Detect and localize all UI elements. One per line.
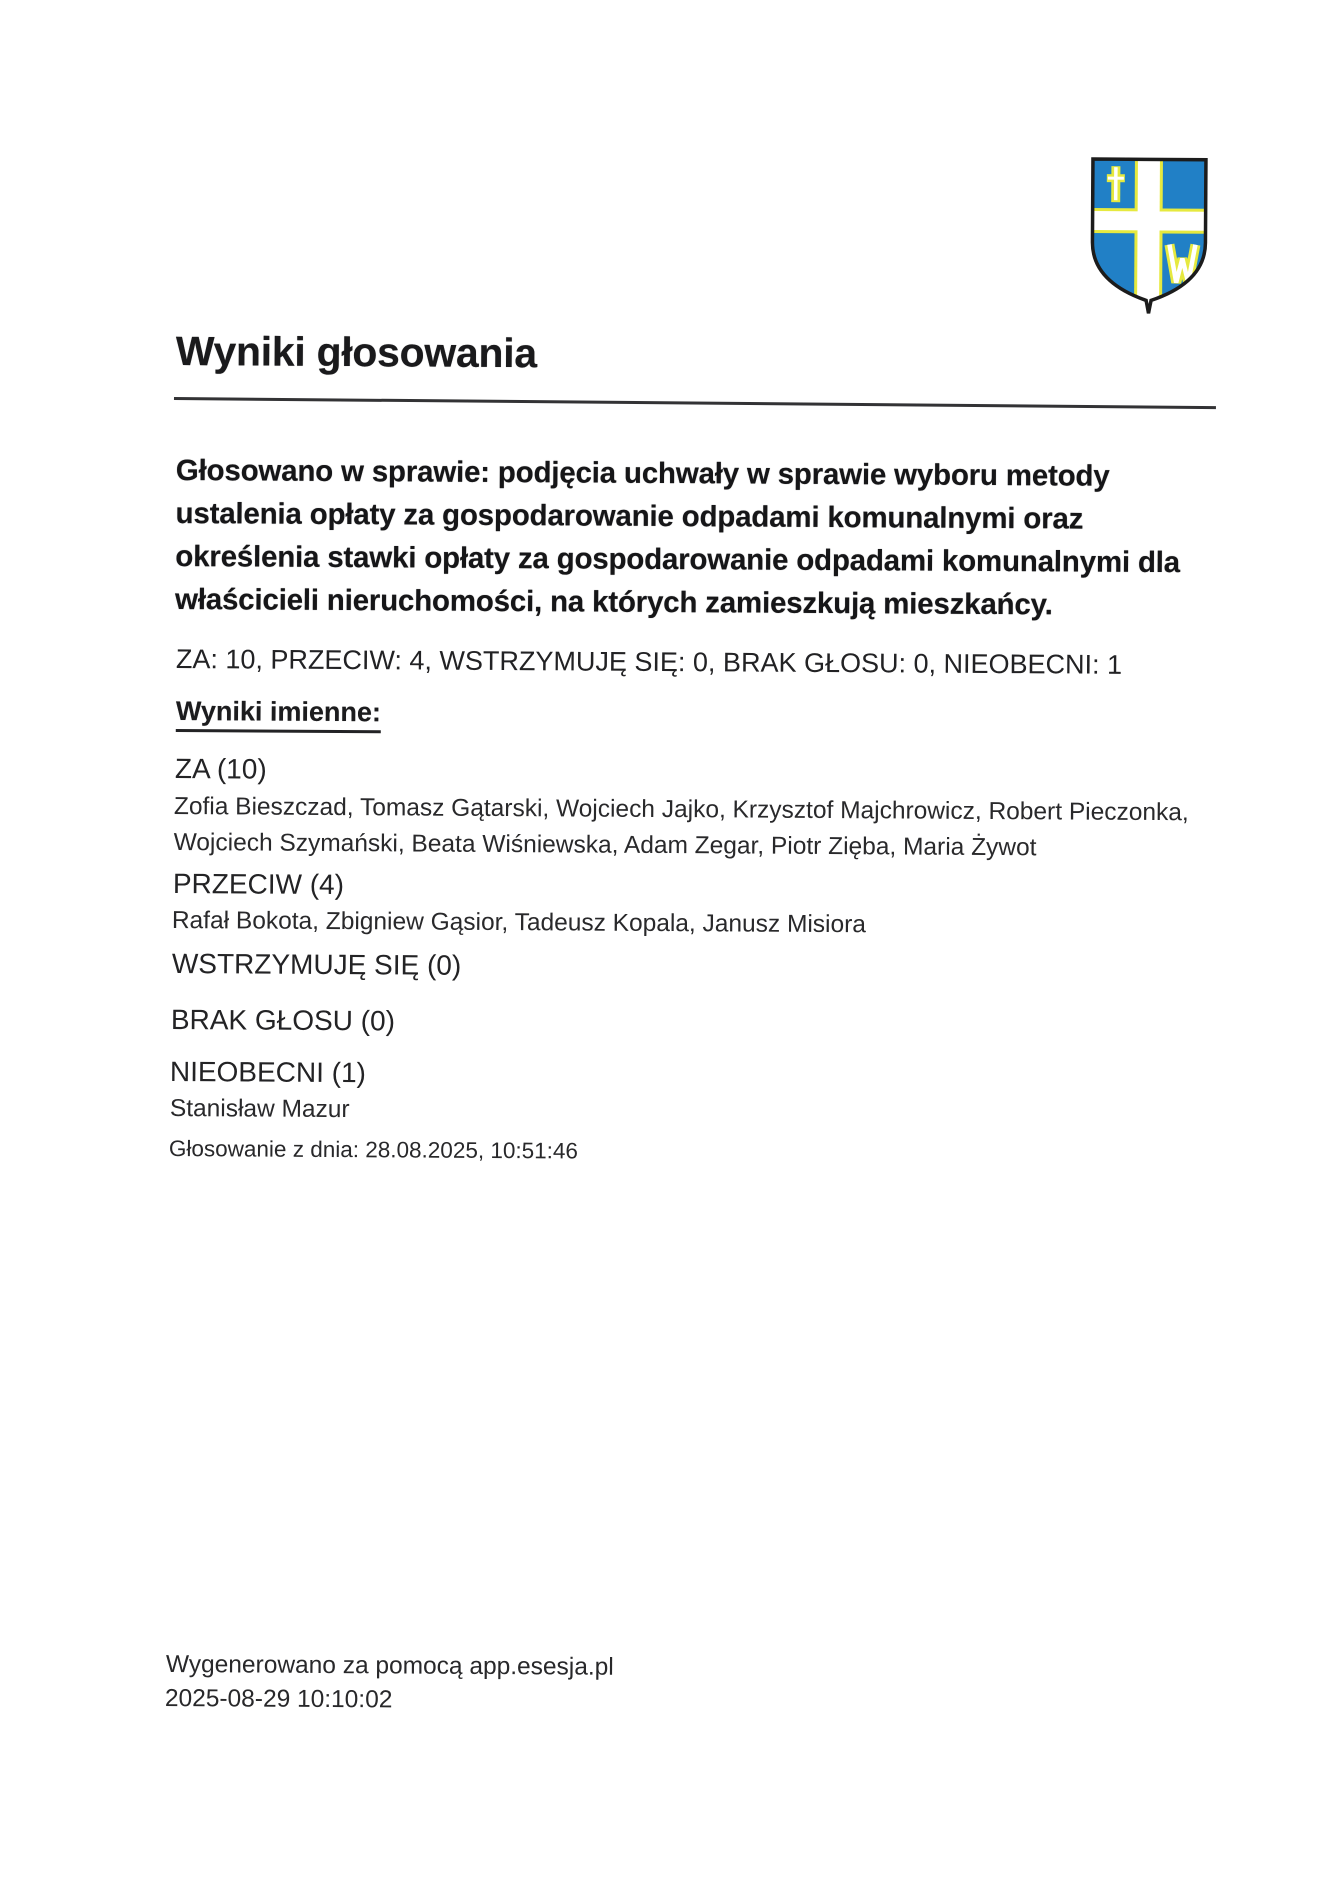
named-results-heading: Wyniki imienne: — [176, 696, 381, 733]
municipal-coat-of-arms-icon — [1085, 152, 1213, 319]
section-label-brak-glosu: BRAK GŁOSU (0) — [170, 1004, 396, 1037]
page-title: Wyniki głosowania — [175, 328, 537, 377]
section-label-nieobecni: NIEOBECNI (1) — [169, 1056, 367, 1089]
section-label-za: ZA (10) — [174, 753, 267, 785]
vote-summary: ZA: 10, PRZECIW: 4, WSTRZYMUJĘ SIĘ: 0, BRAK GŁOSU: 0, NIEOBECNI: 1 — [175, 644, 1123, 680]
footer-generated-with: Wygenerowano za pomocą app.esesja.pl — [165, 1651, 614, 1681]
footer-generated-timestamp: 2025-08-29 10:10:02 — [164, 1685, 393, 1714]
section-label-wstrzymuje-sie: WSTRZYMUJĘ SIĘ (0) — [171, 948, 462, 981]
vote-date-line: Głosowanie z dnia: 28.08.2025, 10:51:46 — [168, 1136, 579, 1164]
section-names-nieobecni: Stanisław Mazur — [169, 1094, 350, 1124]
section-names-za: Zofia Bieszczad, Tomasz Gątarski, Wojciech Jajko, Krzysztof Majchrowicz, Robert Pieczonka, Wojciech Szymański, Beata Wiśniewska, Adam Zegar, Piotr Zięba, Maria Żywot — [173, 792, 1189, 862]
divider-rule — [174, 397, 1216, 409]
section-names-przeciw: Rafał Bokota, Zbigniew Gąsior, Tadeusz Kopala, Janusz Misiora — [171, 906, 867, 939]
vote-subject: Głosowano w sprawie: podjęcia uchwały w sprawie wyboru metody ustalenia opłaty za gospodarowanie odpadami komunalnymi oraz określenia stawki opłaty za gospodarowanie odpadami komunalnymi dla właścicieli nieruchomości, na których zamieszkują mieszkańcy. — [174, 453, 1181, 622]
section-label-przeciw: PRZECIW (4) — [172, 868, 345, 901]
